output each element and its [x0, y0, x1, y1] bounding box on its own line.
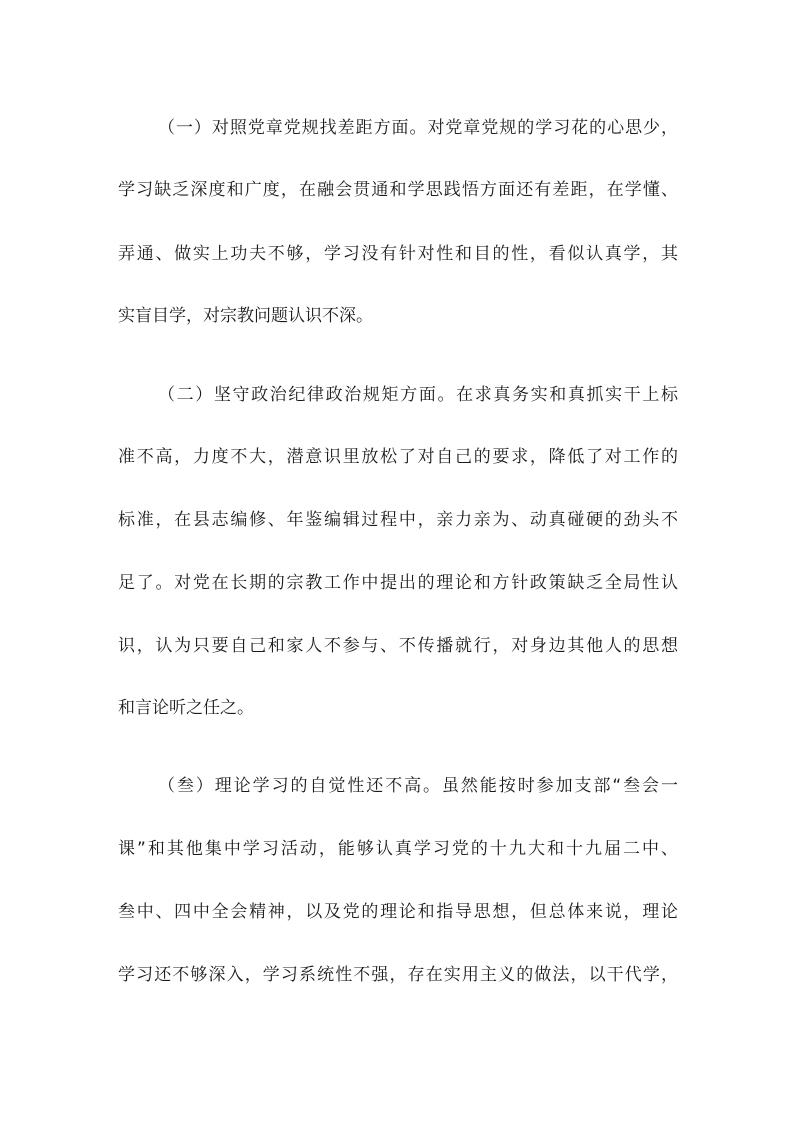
- paragraph-1-line-3: 弄通、做实上功夫不够，学习没有针对性和目的性，看似认真学，其: [118, 244, 678, 264]
- paragraph-2-line-6: 和言论听之任之。: [118, 698, 254, 718]
- paragraph-1-line-2: 学习缺乏深度和广度，在融会贯通和学思践悟方面还有差距，在学懂、: [118, 180, 678, 200]
- paragraph-3-line-4: 学习还不够深入，学习系统性不强，存在实用主义的做法，以干代学，: [118, 965, 678, 985]
- paragraph-1-line-1: （一）对照党章党规找差距方面。对党章党规的学习花的心思少，: [158, 118, 678, 138]
- paragraph-3-line-2: 课”和其他集中学习活动，能够认真学习党的十九大和十九届二中、: [118, 839, 678, 859]
- paragraph-3-line-1: （叁）理论学习的自觉性还不高。虽然能按时参加支部“叁会一: [158, 776, 678, 796]
- paragraph-2-line-4: 足了。对党在长期的宗教工作中提出的理论和方针政策缺乏全局性认: [118, 573, 678, 593]
- paragraph-1-line-4: 实盲目学，对宗教问题认识不深。: [118, 306, 373, 326]
- paragraph-3-line-3: 叁中、四中全会精神，以及党的理论和指导思想，但总体来说，理论: [118, 902, 678, 922]
- paragraph-2-line-2: 准不高，力度不大，潜意识里放松了对自己的要求，降低了对工作的: [118, 447, 678, 467]
- paragraph-2-line-3: 标准，在县志编修、年鉴编辑过程中，亲力亲为、动真碰硬的劲头不: [118, 510, 678, 530]
- paragraph-2-line-1: （二）坚守政治纪律政治规矩方面。在求真务实和真抓实干上标: [158, 385, 678, 405]
- paragraph-2-line-5: 识，认为只要自己和家人不参与、不传播就行，对身边其他人的思想: [118, 636, 678, 656]
